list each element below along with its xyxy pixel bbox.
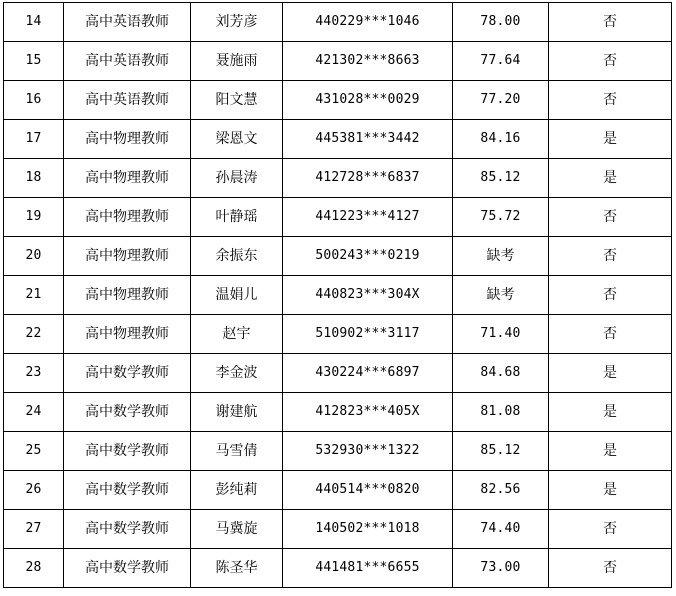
score-cell: 75.72 — [453, 198, 549, 237]
results-table-container — [3, 2, 672, 588]
result-cell: 否 — [549, 81, 672, 120]
position-cell: 高中物理教师 — [64, 237, 191, 276]
table-row — [4, 198, 672, 237]
id-number-cell: 431028***0029 — [283, 81, 453, 120]
table-row — [4, 393, 672, 432]
row-number-cell: 28 — [4, 549, 64, 588]
score-cell: 78.00 — [453, 3, 549, 42]
table-row — [4, 432, 672, 471]
table-row — [4, 159, 672, 198]
name-cell: 彭纯莉 — [191, 471, 283, 510]
name-cell: 温娟儿 — [191, 276, 283, 315]
result-cell: 否 — [549, 315, 672, 354]
position-cell: 高中英语教师 — [64, 3, 191, 42]
score-cell: 缺考 — [453, 237, 549, 276]
row-number-cell: 26 — [4, 471, 64, 510]
id-number-cell: 510902***3117 — [283, 315, 453, 354]
position-cell: 高中物理教师 — [64, 276, 191, 315]
table-row — [4, 276, 672, 315]
id-number-cell: 441223***4127 — [283, 198, 453, 237]
result-cell: 否 — [549, 42, 672, 81]
name-cell: 阳文慧 — [191, 81, 283, 120]
id-number-cell: 440229***1046 — [283, 3, 453, 42]
row-number-cell: 16 — [4, 81, 64, 120]
result-cell: 是 — [549, 432, 672, 471]
score-cell: 77.20 — [453, 81, 549, 120]
position-cell: 高中数学教师 — [64, 471, 191, 510]
score-cell: 71.40 — [453, 315, 549, 354]
row-number-cell: 20 — [4, 237, 64, 276]
position-cell: 高中数学教师 — [64, 510, 191, 549]
id-number-cell: 412823***405X — [283, 393, 453, 432]
result-cell: 是 — [549, 354, 672, 393]
result-cell: 否 — [549, 237, 672, 276]
id-number-cell: 500243***0219 — [283, 237, 453, 276]
position-cell: 高中数学教师 — [64, 354, 191, 393]
result-cell: 否 — [549, 198, 672, 237]
name-cell: 聂施雨 — [191, 42, 283, 81]
results-table — [3, 2, 672, 588]
id-number-cell: 421302***8663 — [283, 42, 453, 81]
row-number-cell: 17 — [4, 120, 64, 159]
score-cell: 73.00 — [453, 549, 549, 588]
position-cell: 高中数学教师 — [64, 432, 191, 471]
table-row — [4, 549, 672, 588]
row-number-cell: 22 — [4, 315, 64, 354]
position-cell: 高中英语教师 — [64, 42, 191, 81]
score-cell: 82.56 — [453, 471, 549, 510]
table-row — [4, 237, 672, 276]
table-row — [4, 81, 672, 120]
row-number-cell: 21 — [4, 276, 64, 315]
id-number-cell: 532930***1322 — [283, 432, 453, 471]
row-number-cell: 15 — [4, 42, 64, 81]
result-cell: 否 — [549, 276, 672, 315]
results-table-body — [4, 3, 672, 588]
row-number-cell: 24 — [4, 393, 64, 432]
name-cell: 陈圣华 — [191, 549, 283, 588]
result-cell: 否 — [549, 3, 672, 42]
table-row — [4, 354, 672, 393]
position-cell: 高中物理教师 — [64, 315, 191, 354]
table-row — [4, 42, 672, 81]
id-number-cell: 140502***1018 — [283, 510, 453, 549]
row-number-cell: 18 — [4, 159, 64, 198]
table-row — [4, 120, 672, 159]
position-cell: 高中英语教师 — [64, 81, 191, 120]
position-cell: 高中物理教师 — [64, 198, 191, 237]
name-cell: 叶静瑶 — [191, 198, 283, 237]
row-number-cell: 19 — [4, 198, 64, 237]
id-number-cell: 440823***304X — [283, 276, 453, 315]
name-cell: 孙晨涛 — [191, 159, 283, 198]
name-cell: 谢建航 — [191, 393, 283, 432]
score-cell: 84.16 — [453, 120, 549, 159]
result-cell: 否 — [549, 510, 672, 549]
table-row — [4, 315, 672, 354]
name-cell: 马雪倩 — [191, 432, 283, 471]
score-cell: 74.40 — [453, 510, 549, 549]
result-cell: 是 — [549, 471, 672, 510]
table-row — [4, 471, 672, 510]
result-cell: 否 — [549, 549, 672, 588]
name-cell: 马冀旋 — [191, 510, 283, 549]
result-cell: 是 — [549, 393, 672, 432]
table-row — [4, 510, 672, 549]
score-cell: 缺考 — [453, 276, 549, 315]
position-cell: 高中数学教师 — [64, 549, 191, 588]
score-cell: 77.64 — [453, 42, 549, 81]
id-number-cell: 445381***3442 — [283, 120, 453, 159]
name-cell: 赵宇 — [191, 315, 283, 354]
table-row — [4, 3, 672, 42]
id-number-cell: 412728***6837 — [283, 159, 453, 198]
result-cell: 是 — [549, 159, 672, 198]
name-cell: 余振东 — [191, 237, 283, 276]
id-number-cell: 441481***6655 — [283, 549, 453, 588]
name-cell: 李金波 — [191, 354, 283, 393]
row-number-cell: 14 — [4, 3, 64, 42]
position-cell: 高中物理教师 — [64, 120, 191, 159]
score-cell: 81.08 — [453, 393, 549, 432]
score-cell: 85.12 — [453, 159, 549, 198]
row-number-cell: 25 — [4, 432, 64, 471]
name-cell: 梁恩文 — [191, 120, 283, 159]
id-number-cell: 440514***0820 — [283, 471, 453, 510]
id-number-cell: 430224***6897 — [283, 354, 453, 393]
score-cell: 85.12 — [453, 432, 549, 471]
position-cell: 高中物理教师 — [64, 159, 191, 198]
row-number-cell: 23 — [4, 354, 64, 393]
row-number-cell: 27 — [4, 510, 64, 549]
position-cell: 高中数学教师 — [64, 393, 191, 432]
name-cell: 刘芳彦 — [191, 3, 283, 42]
result-cell: 是 — [549, 120, 672, 159]
score-cell: 84.68 — [453, 354, 549, 393]
